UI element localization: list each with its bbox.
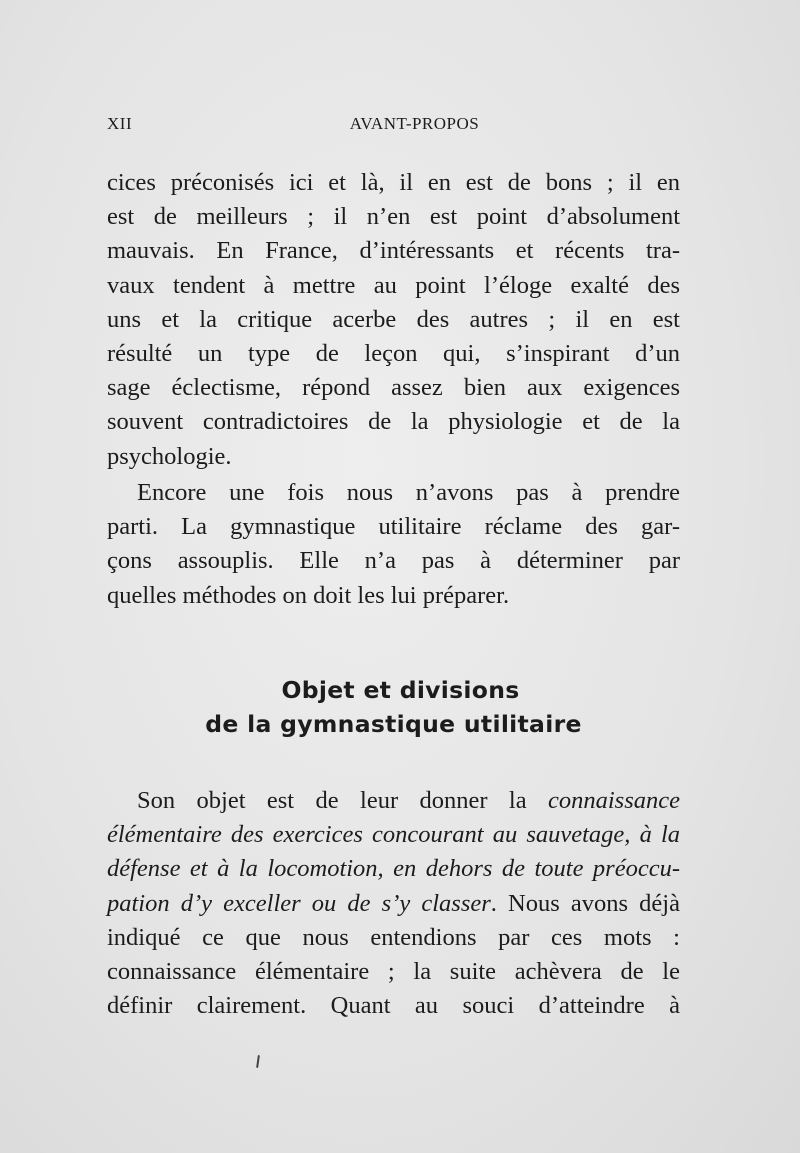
- text-run: Son objet est de leur donner la: [137, 787, 548, 814]
- text-line: [107, 784, 680, 818]
- section-heading: [107, 673, 680, 741]
- text-line: définir clairement. Quant au souci d’atteindre à: [107, 992, 680, 1020]
- text-line: est de meilleurs ; il n’en est point d’absolument: [107, 203, 680, 231]
- section-heading-line-1: Objet et divisions: [281, 676, 520, 704]
- text-line: [107, 887, 680, 921]
- italic-run: pation d’y exceller ou de s’y classer: [107, 889, 491, 917]
- text-line: souvent contradictoires de la physiologie et de la: [107, 408, 680, 436]
- page-number: XII: [107, 114, 133, 133]
- text-line: çons assouplis. Elle n’a pas à déterminer par: [107, 547, 680, 575]
- italic-line: défense et à la locomotion, en dehors de toute préoccu-: [107, 855, 680, 883]
- text-line: psychologie.: [107, 442, 232, 470]
- text-line: quelles méthodes on doit les lui préparer.: [107, 581, 510, 609]
- text-line: vaux tendent à mettre au point l’éloge exalté des: [107, 271, 680, 299]
- text-line: sage éclectisme, répond assez bien aux exigences: [107, 374, 680, 402]
- paragraph-2: [107, 476, 680, 613]
- text-line: mauvais. En France, d’intéressants et récents tra-: [107, 237, 680, 265]
- running-head: [107, 114, 682, 138]
- paragraph-3: [107, 784, 680, 1023]
- running-title: AVANT-PROPOS: [349, 114, 480, 133]
- text-line: résulté un type de leçon qui, s’inspirant d’un: [107, 339, 680, 367]
- section-heading-line-2: de la gymnastique utilitaire: [205, 710, 582, 738]
- text-line: indiqué ce que nous entendions par ces mots :: [107, 923, 680, 951]
- text-run: . Nous avons déjà: [490, 889, 680, 917]
- italic-run: connaissance: [548, 787, 680, 814]
- text-line: uns et la critique acerbe des autres ; il en est: [107, 305, 680, 333]
- italic-line: élémentaire des exercices concourant au sauvetage, à la: [107, 821, 680, 849]
- text-line: Encore une fois nous n’avons pas à prendre: [137, 479, 680, 506]
- text-line: parti. La gymnastique utilitaire réclame des gar-: [107, 513, 680, 541]
- text-line: cices préconisés ici et là, il en est de bons ; il en: [107, 169, 680, 196]
- text-line: connaissance élémentaire ; la suite achèvera de le: [107, 957, 680, 985]
- paragraph-1: [107, 166, 680, 474]
- print-speck: [256, 1055, 260, 1068]
